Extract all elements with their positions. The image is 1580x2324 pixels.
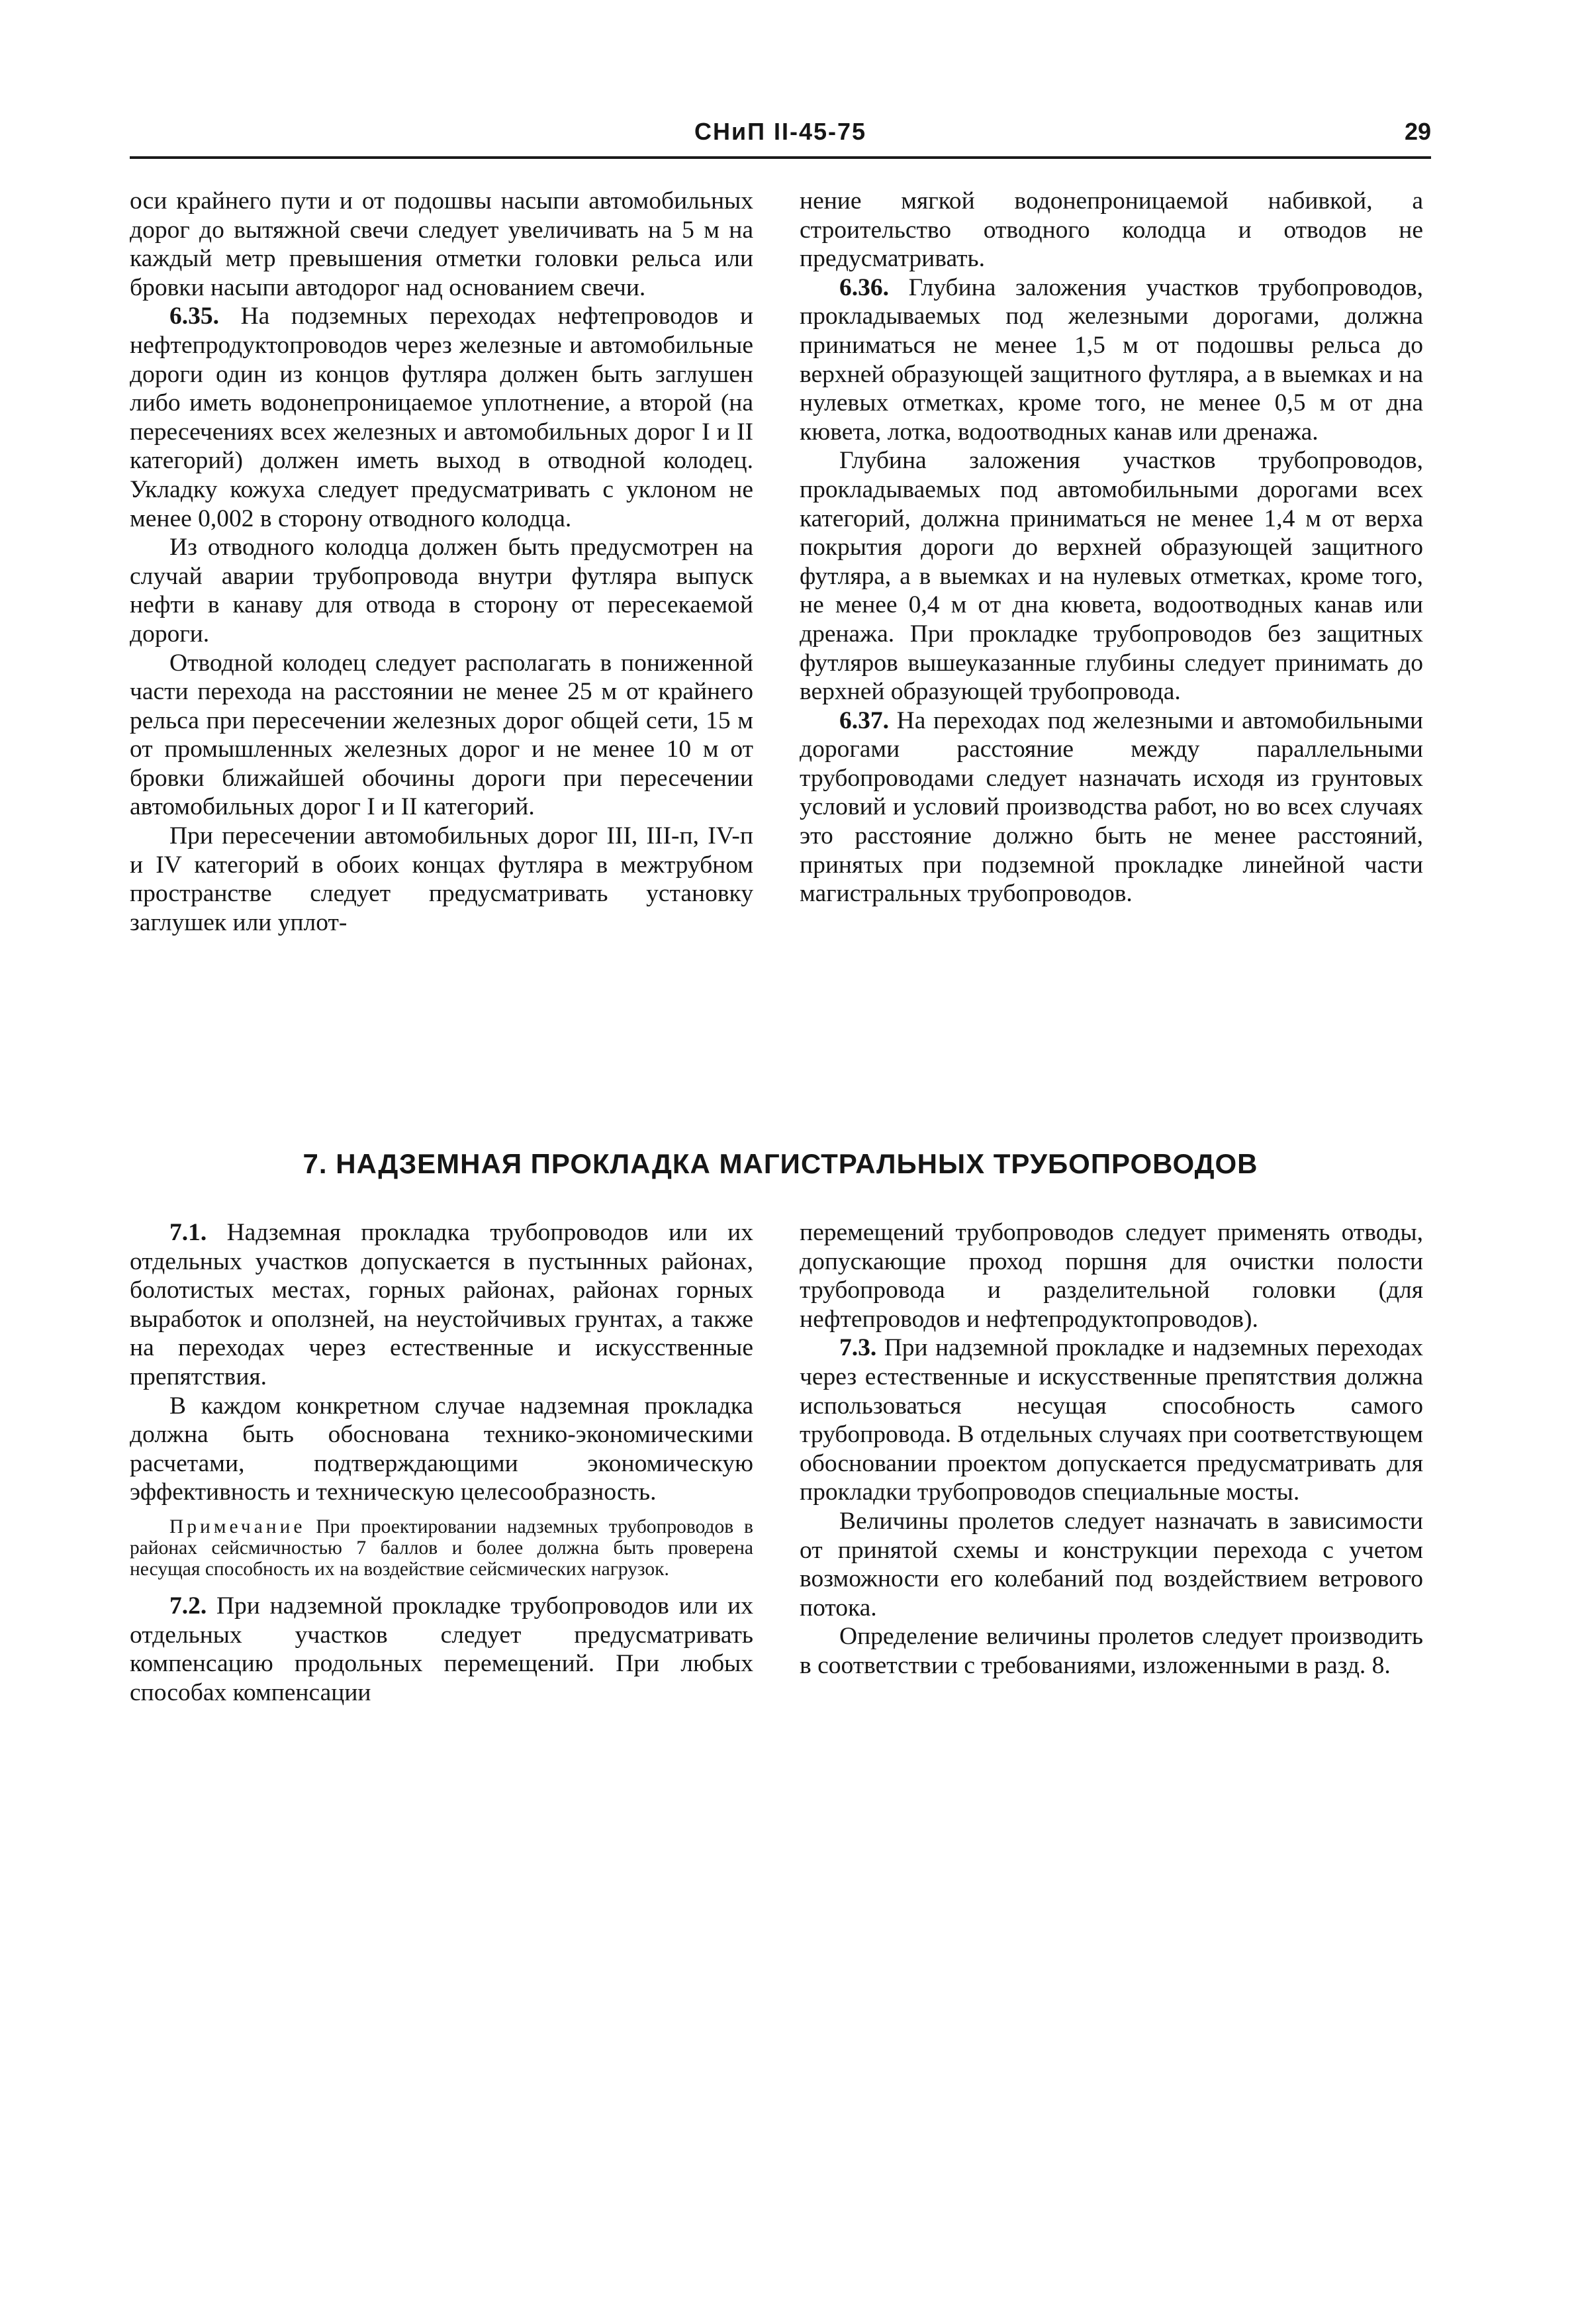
header-rule bbox=[130, 156, 1431, 159]
clause-number: 7.1. bbox=[169, 1219, 207, 1246]
paragraph: В каждом конкретном случае надземная прокладка должна быть обоснована технико-экономическими расчетами, подтверждающими экономическую эффективность и техническую целесообразность. bbox=[130, 1392, 753, 1506]
left-column-top bbox=[130, 187, 753, 937]
clause-number: 7.2. bbox=[169, 1592, 207, 1620]
page-number: 29 bbox=[1404, 118, 1431, 145]
clause-text: Глубина заложения участков трубопроводов, прокладываемых под железными дорогами, должна приниматься не менее 1,5 м от подошвы рельса до верхней образующей защитного футляра, а в выемках и на нулевых отметках, кроме того, не менее 0,5 м от дна кювета, лотка, водоотводных канав или дренажа. bbox=[800, 273, 1423, 446]
clause-number: 6.36. bbox=[839, 273, 889, 301]
clause-text: На переходах под железными и автомобильными дорогами расстояние между параллельными трубопроводами следует назначать исходя из грунтовых условий и условий производства работ, но во всех случаях это расстояние должно быть не менее расстояний, принятых при подземной прокладке линейной части магистральных трубопроводов. bbox=[800, 706, 1423, 908]
paragraph: Из отводного колодца должен быть предусмотрен на случай аварии трубопровода внутри футляра выпуск нефти в канаву для отвода в сторону от пересекаемой дороги. bbox=[130, 534, 753, 648]
note-text: При проектировании надземных трубопроводов в районах сейсмичностью 7 баллов и более должна быть проверена несущая способность их на воздействие сейсмических нагрузок. bbox=[130, 1516, 753, 1580]
paragraph-continued: перемещений трубопроводов следует применять отводы, допускающие проход поршня для очистки полости трубопровода и разделительной головки (для нефтепроводов и нефтепродуктопроводов). bbox=[800, 1219, 1423, 1333]
clause-number: 6.37. bbox=[839, 706, 889, 734]
section-title: 7. НАДЗЕМНАЯ ПРОКЛАДКА МАГИСТРАЛЬНЫХ ТРУБОПРОВОДОВ bbox=[302, 1148, 1258, 1179]
clause-number: 7.3. bbox=[839, 1334, 877, 1362]
paragraph-continued: нение мягкой водонепроницаемой набивкой, а строительство отводного колодца и отводов не предусматривать. bbox=[800, 187, 1423, 273]
clause-7-3 bbox=[800, 1333, 1423, 1507]
paragraph: Величины пролетов следует назначать в зависимости от принятой схемы и конструкции перехода с учетом возможности его колебаний под воздействием ветрового потока. bbox=[800, 1507, 1423, 1622]
note bbox=[130, 1516, 753, 1580]
right-column-bottom bbox=[800, 1218, 1423, 1680]
clause-number: 6.35. bbox=[169, 303, 219, 330]
document-code: СНиП II-45-75 bbox=[694, 118, 867, 145]
clause-6-35 bbox=[130, 302, 753, 533]
clause-7-1 bbox=[130, 1218, 753, 1392]
clause-7-2 bbox=[130, 1592, 753, 1707]
paragraph: Глубина заложения участков трубопроводов, прокладываемых под автомобильными дорогами всех категорий, должна приниматься не менее 1,4 м от верха покрытия дороги до верхней образующей защитного футляра, а в выемках и на нулевых отметках, кроме того, не менее 0,4 м от дна кювета, водоотводных канав или дренажа. При прокладке трубопроводов без защитных футляров вышеуказанные глубины следует принимать до верхней образующей трубопровода. bbox=[800, 447, 1423, 706]
note-label: Примечание bbox=[169, 1516, 306, 1537]
clause-text: При надземной прокладке трубопроводов или их отдельных участков следует предусматривать компенсацию продольных перемещений. При любых способах компенсации bbox=[130, 1592, 753, 1706]
paragraph: Отводной колодец следует располагать в пониженной части перехода на расстоянии не менее 25 м от крайнего рельса при пересечении железных дорог общей сети, 15 м от промышленных железных дорог и не менее 10 м от бровки ближайшей обочины дороги при пересечении автомобильных дорог I и II категорий. bbox=[130, 649, 753, 821]
clause-text: На подземных переходах нефтепроводов и нефтепродуктопроводов через железные и автомобильные дороги один из концов футляра должен быть заглушен либо иметь водонепроницаемое уплотнение, а второй (на пересечениях всех железных и автомобильных дорог I и II категорий) должен иметь выход в отводной колодец. Укладку кожуха следует предусматривать с уклоном не менее 0,002 в сторону отводного колодца. bbox=[130, 303, 753, 532]
clause-6-36 bbox=[800, 273, 1423, 447]
right-column-top bbox=[800, 187, 1423, 908]
paragraph: При пересечении автомобильных дорог III, III-п, IV-п и IV категорий в обоих концах футляра в межтрубном пространстве следует предусматривать установку заглушек или уплот- bbox=[130, 822, 753, 936]
page-header bbox=[130, 114, 1431, 154]
left-column-bottom bbox=[130, 1218, 753, 1707]
paragraph-continued: оси крайнего пути и от подошвы насыпи автомобильных дорог до вытяжной свечи следует увеличивать на 5 м на каждый метр превышения отметки головки рельса или бровки насыпи автодорог над основанием свечи. bbox=[130, 187, 753, 301]
clause-text: При надземной прокладке и надземных переходах через естественные и искусственные препятствия должна использоваться несущая способность самого трубопровода. В отдельных случаях при соответствующем обосновании проектом допускается предусматривать для прокладки трубопроводов специальные мосты. bbox=[800, 1334, 1423, 1506]
clause-text: Надземная прокладка трубопроводов или их отдельных участков допускается в пустынных районах, болотистых местах, горных районах, районах горных выработок и оползней, на неустойчивых грунтах, а также на переходах через естественные и искусственные препятствия. bbox=[130, 1219, 753, 1390]
paragraph: Определение величины пролетов следует производить в соответствии с требованиями, изложенными в разд. 8. bbox=[800, 1623, 1423, 1679]
clause-6-37 bbox=[800, 706, 1423, 908]
